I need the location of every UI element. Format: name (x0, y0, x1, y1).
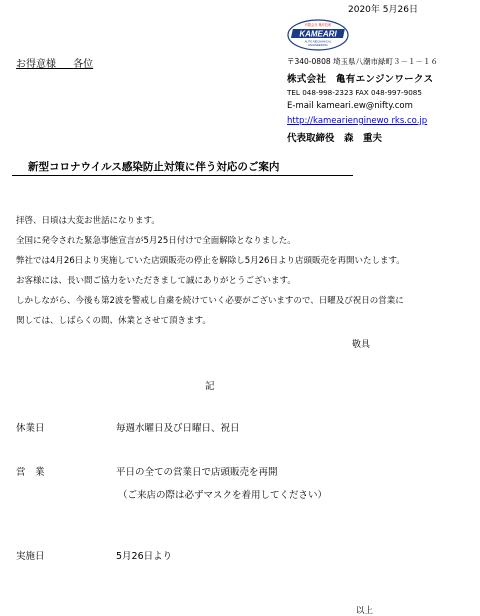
document-date: 2020年 5月26日 (348, 5, 418, 15)
detail-note-mask: （ご来店の際は必ずマスクを着用してください） (118, 490, 328, 501)
sender-postal-address: 〒340-0808 埼玉県八潮市緑町３－１－１６ (287, 57, 438, 66)
detail-value-closed-days: 毎週水曜日及び日曜日、祝日 (116, 423, 240, 434)
sender-company-name: 株式会社 亀有エンジンワークス (287, 74, 434, 85)
end-ijou: 以上 (356, 606, 374, 616)
detail-label-closed-days: 休業日 (16, 423, 45, 434)
title-underline (12, 175, 353, 176)
body-line-1: 拝啓、日頃は大変お世話になります。 (16, 216, 160, 226)
notice-title: 新型コロナウイルス感染防止対策に伴う対応のご案内 (28, 161, 280, 173)
kameari-logo-mark (286, 16, 350, 52)
closing-keigu: 敬具 (352, 340, 371, 350)
detail-label-business: 営 業 (16, 467, 45, 478)
detail-label-start-date: 実施日 (16, 551, 45, 562)
body-line-3: 弊社では4月26日より実施していた店頭販売の停止を解除し5月26日より店頭販売を再開いたします。 (16, 256, 405, 266)
logo-tagline-1: AUTO MECHANICAL (304, 39, 332, 44)
sender-email: E-mail kameari.ew@nifty.com (287, 101, 413, 111)
addressee (16, 55, 93, 70)
logo-brand-text: KAMEARI (299, 29, 337, 39)
sender-phone-fax: TEL 048-998-2323 FAX 048-997-9085 (287, 88, 422, 97)
company-logo (286, 16, 350, 52)
logo-top-text: 有限会社 亀有技研 (304, 23, 332, 27)
detail-value-start-date: 5月26日より (116, 551, 173, 562)
addressee-name: お得意様 (16, 59, 56, 70)
sender-website-link[interactable]: http://kamearienginewo rks.co.jp (287, 116, 428, 126)
ki-heading: 記 (205, 381, 215, 392)
body-line-5: しかしながら、今後も第2波を警戒し自粛を続けていく必要がございますので、日曜及び祝日の営業に (16, 296, 404, 306)
logo-tagline-2: ENGINEERING (308, 43, 328, 47)
detail-value-business: 平日の全ての営業日で店頭販売を再開 (116, 467, 278, 478)
sender-representative: 代表取締役 森 重夫 (287, 133, 383, 144)
addressee-suffix: 各位 (73, 59, 94, 70)
body-line-4: お客様には、長い間ご協力をいただきまして誠にありがとうございます。 (16, 276, 296, 286)
body-line-2: 全国に発令された緊急事態宣言が5月25日付けで全面解除となりました。 (16, 236, 296, 246)
body-line-6: 関しては、しばらくの間、休業とさせて頂きます。 (16, 316, 211, 326)
